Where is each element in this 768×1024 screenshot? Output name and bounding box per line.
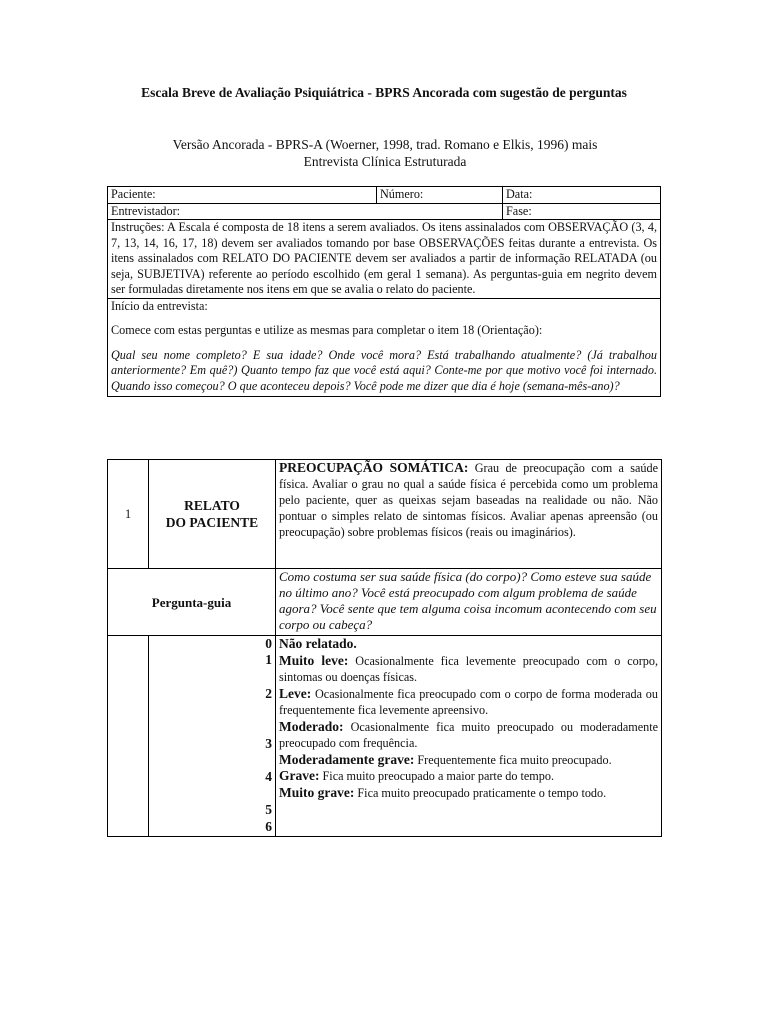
score-0: 0 (265, 636, 272, 651)
item-description-cell (276, 460, 662, 569)
document-subtitle: Versão Ancorada - BPRS-A (Woerner, 1998, trad. Romano e Elkis, 1996) mais Entrevista Clínica Estruturada (172, 137, 598, 169)
level-3-text: Ocasionalmente fica muito preocupado ou moderadamente preocupado com frequência. (279, 719, 659, 750)
interview-start-text: Comece com estas perguntas e utilize as mesmas para completar o item 18 (Orientação): (111, 323, 543, 337)
level-5-text: Fica muito preocupado a maior parte do tempo. (322, 769, 555, 783)
item-type-line1: RELATO (184, 498, 240, 513)
level-2 (279, 686, 658, 719)
level-6-label: Muito grave: (279, 784, 355, 800)
level-1 (279, 653, 658, 686)
score-6: 6 (265, 819, 272, 834)
score-1: 1 (265, 652, 272, 667)
item-type (149, 460, 276, 569)
instructions-cell: Instruções: A Escala é composta de 18 itens a serem avaliados. Os itens assinalados com OBSERVAÇÃO (3, 4, 7, 13, 14, 16, 17, 18) devem ser avaliados tomando por base OBSERVAÇÕES feitas durante a entrevista. Os itens assinalados com RELATO DO PACIENTE devem ser avaliados a partir de informação RELATADA (ou seja, SUBJETIVA) referente ao período escolhido (em geral 1 semana). As perguntas-guia em negrito devem ser formuladas diretamente nos itens em que se avalia o relato do paciente. (108, 220, 661, 299)
level-4 (279, 752, 658, 769)
score-2: 2 (265, 686, 272, 701)
levels-cell (276, 636, 662, 837)
item-number: 1 (108, 460, 149, 569)
level-0-label: Não relatado. (279, 636, 357, 651)
score-4: 4 (265, 769, 272, 784)
score-spacer (108, 636, 149, 837)
level-1-text: Ocasionalmente fica levemente preocupado com o corpo, sintomas ou doenças físicas. (279, 653, 658, 684)
phase-field: Fase: (503, 203, 661, 220)
guide-question: Como costuma ser sua saúde física (do corpo)? Como esteve sua saúde no último ano? Você está preocupado com algum problema de saúde agora? Você sente que tem alguma coisa incomum acontecendo com seu corpo ou cabeça? (276, 569, 662, 636)
level-4-text: Frequentemente fica muito preocupado. (417, 752, 612, 767)
interview-start-questions: Qual seu nome completo? E sua idade? Onde você mora? Está trabalhando atualmente? (Já trabalhou anteriormente? Em quê?) Quanto tempo faz que você está aqui? Conte-me por que motivo você foi internado. Quando isso começou? O que aconteceu depois? Você pode me dizer que dia é hoje (semana-mês-ano)? (111, 347, 657, 393)
item-type-line2: DO PACIENTE (165, 515, 259, 530)
guide-label: Pergunta-guia (108, 569, 276, 636)
interview-start-label: Início da entrevista: (111, 298, 208, 313)
level-6-text: Fica muito preocupado praticamente o tempo todo. (357, 785, 607, 800)
item-table (107, 459, 662, 837)
level-6 (279, 785, 658, 802)
score-5: 5 (265, 802, 272, 817)
level-0 (279, 636, 658, 653)
patient-info-table (107, 186, 661, 397)
level-2-text: Ocasionalmente fica preocupado com o corpo de forma moderada ou frequentemente fica levemente apreensivo. (279, 686, 658, 717)
level-1-label: Muito leve: (279, 652, 349, 668)
level-5 (279, 768, 658, 785)
item-description: Grau de preocupação com a saúde física. Avaliar o grau no qual a saúde física é percebida como um problema pelo paciente, quer as queixas sejam baseadas na realidade ou não. Não pontuar o simples relato de sintomas físicos. Avaliar apenas apreensão (ou preocupação) sobre problemas físicos (reais ou imaginários). (279, 461, 658, 539)
interview-start-cell (108, 298, 661, 397)
item-name: PREOCUPAÇÃO SOMÁTICA: (279, 460, 469, 475)
level-3-label: Moderado: (279, 718, 344, 734)
date-field: Data: (503, 187, 661, 204)
level-5-label: Grave: (279, 768, 320, 783)
score-3: 3 (265, 736, 272, 751)
score-column (149, 636, 276, 837)
patient-field: Paciente: (108, 187, 377, 204)
document-title: Escala Breve de Avaliação Psiquiátrica - BPRS Ancorada com sugestão de perguntas (141, 85, 627, 100)
level-4-label: Moderadamente grave: (279, 751, 415, 767)
level-3 (279, 719, 658, 752)
number-field: Número: (377, 187, 503, 204)
interviewer-field: Entrevistador: (108, 203, 503, 220)
level-2-label: Leve: (279, 685, 312, 701)
